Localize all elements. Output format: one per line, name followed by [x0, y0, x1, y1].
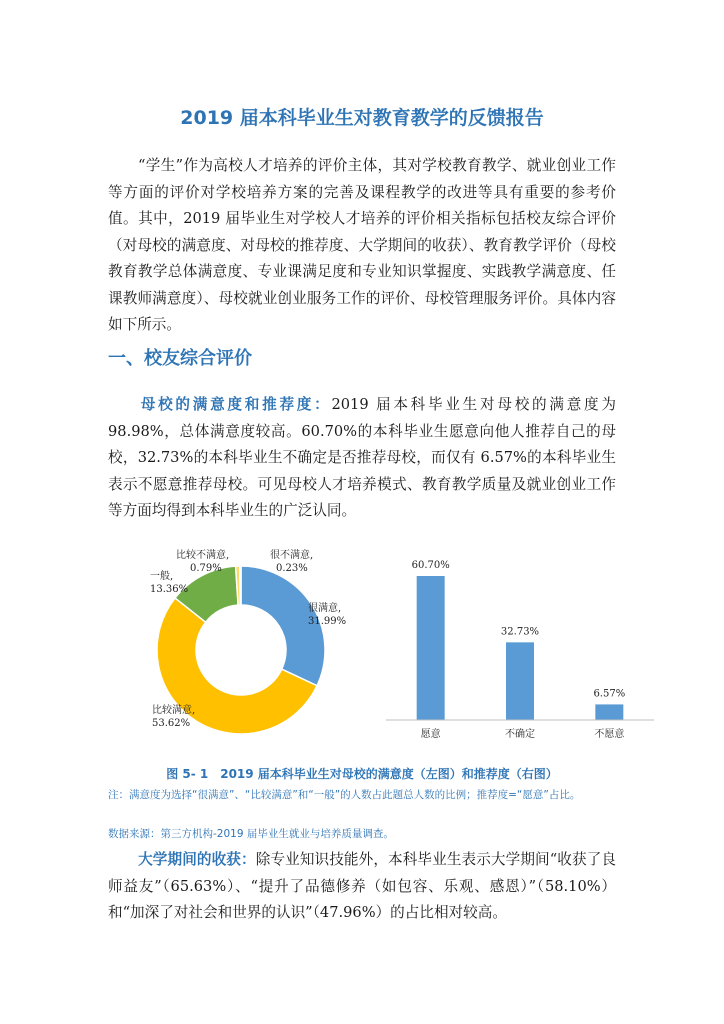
- gains-text: 除专业知识技能外，本科毕业生表示大学期间“收获了良师益友”（65.63%）、“提升了品德修养（如包容、乐观、感恩）”（58.10%）和“加深了对社会和世界的认识”（47.96%）的占比相对较高。: [108, 851, 616, 921]
- pie-category-label: 很满意,: [308, 603, 342, 614]
- pie-category-label: 比较满意,: [152, 705, 196, 716]
- satisfaction-lead: 母校的满意度和推荐度：: [138, 396, 332, 413]
- bar-category-label: 不确定: [505, 729, 535, 740]
- section-heading: 一、校友综合评价: [108, 348, 252, 369]
- intro-text: “学生”作为高校人才培养的评价主体，其对学校教育教学、就业创业工作等方面的评价对学校培养方案的完善及课程教学的改进等具有重要的参考价值。其中，2019 届毕业生对学校人才培养的评价相关指标包括校友综合评价（对母校的满意度、对母校的推荐度、大学期间的收获）、教育教学评价（母校教育教学总体满意度、专业课满足度和专业知识掌握度、实践教学满意度、任课教师满意度）、母校就业创业服务工作的评价、母校管理服务评价。具体内容如下所示。: [108, 157, 616, 333]
- data-source: 数据来源：第三方机构-2019 届毕业生就业与培养质量调查。: [108, 828, 394, 840]
- page-title: 2019 届本科毕业生对教育教学的反馈报告: [180, 107, 544, 129]
- bar-value-label: 6.57%: [593, 688, 626, 700]
- satisfaction-donut-chart: [140, 545, 350, 740]
- gains-lead: 大学期间的收获：: [138, 851, 256, 868]
- bar-category-label: 愿意: [420, 729, 441, 740]
- bar-value-label: 32.73%: [500, 626, 540, 638]
- figure-note: 注：满意度为选择“很满意”、“比较满意”和“一般”的人数占此题总人数的比例；推荐度=“愿意”占比。: [108, 789, 581, 801]
- bar-1: [506, 642, 534, 720]
- pie-value-label: 53.62%: [152, 718, 191, 729]
- pie-category-label: 一般,: [150, 571, 174, 582]
- gains-paragraph: [108, 847, 616, 927]
- bar-0: [417, 576, 445, 720]
- intro-paragraph: [108, 153, 616, 339]
- bar-category-label: 不愿意: [594, 729, 625, 740]
- bar-value-label: 60.70%: [411, 560, 450, 571]
- pie-category-label: 很不满意,: [270, 550, 314, 561]
- satisfaction-text: 2019 届本科毕业生对母校的满意度为 98.98%，总体满意度较高。60.70%的本科毕业生愿意向他人推荐自己的母校，32.73%的本科毕业生不确定是否推荐母校，而仅有 6.57%的本科毕业生表示不愿意推荐母校。可见母校人才培养模式、教育教学质量及就业创业工作等方面均得到本科毕业生的广泛认同。: [108, 396, 616, 519]
- recommendation-bar-chart: [380, 545, 660, 745]
- figure-caption: 图 5- 1 2019 届本科毕业生对母校的满意度（左图）和推荐度（右图）: [166, 767, 558, 781]
- pie-value-label: 13.36%: [150, 584, 189, 595]
- satisfaction-paragraph: [108, 392, 616, 525]
- pie-value-label: 0.79%: [190, 563, 222, 574]
- pie-value-label: 0.23%: [276, 563, 308, 574]
- pie-category-label: 比较不满意,: [176, 550, 230, 561]
- pie-value-label: 31.99%: [308, 616, 347, 627]
- bar-2: [595, 704, 623, 720]
- pie-slice-4: [240, 566, 241, 605]
